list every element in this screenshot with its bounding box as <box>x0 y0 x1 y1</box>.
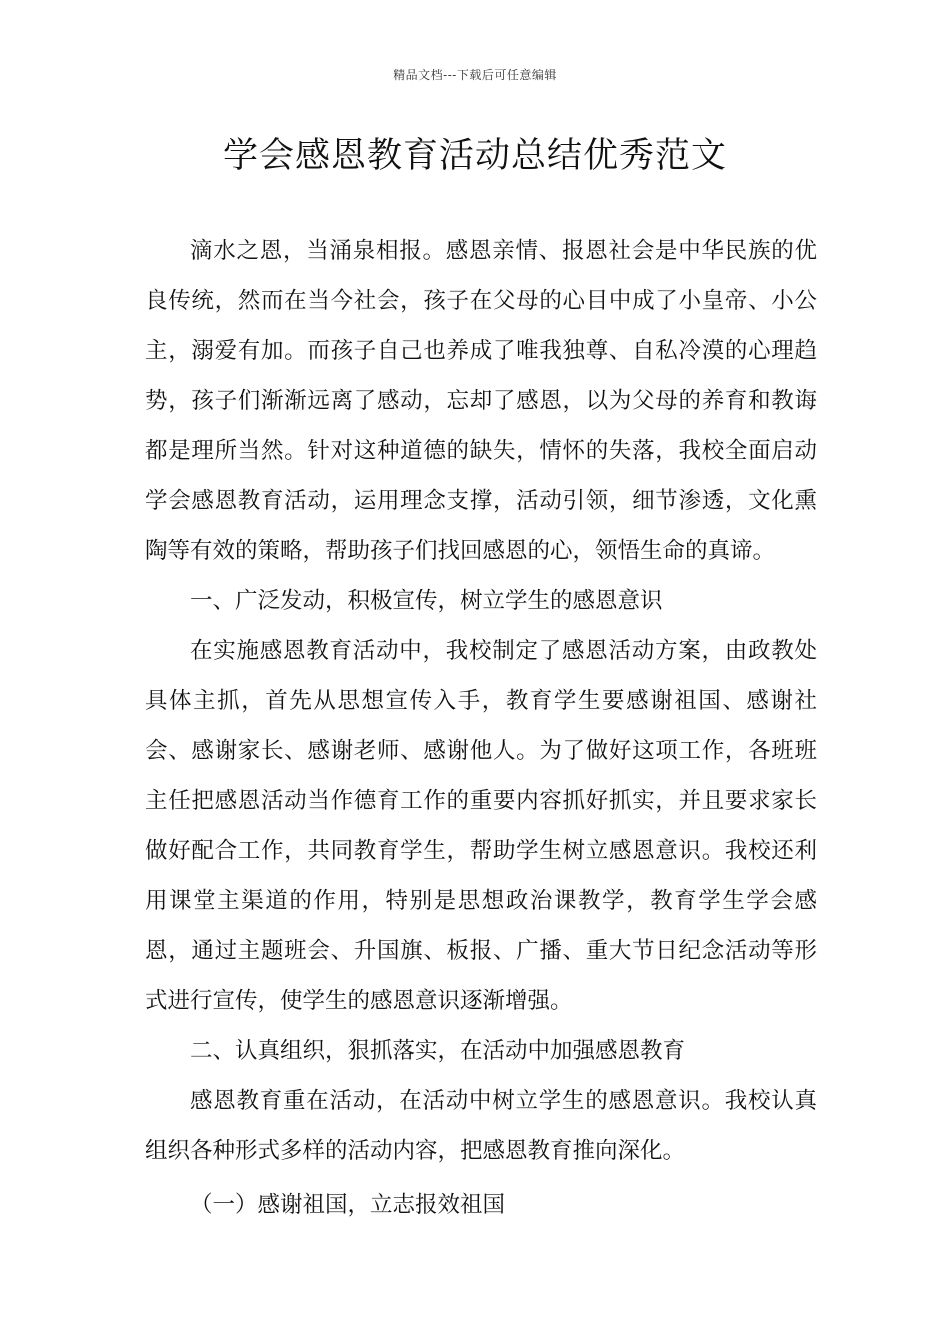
document-title: 学会感恩教育活动总结优秀范文 <box>222 136 727 176</box>
subsection-heading-1: （一）感谢祖国，立志报效祖国 <box>190 1192 506 1218</box>
paragraph-section-2: 感恩教育重在活动，在活动中树立学生的感恩意识。我校认真组织各种形式多样的活动内容，把感恩教育推向深化。 <box>145 1088 817 1164</box>
paragraph-intro: 滴水之恩，当涌泉相报。感恩亲情、报恩社会是中华民族的优良传统，然而在当今社会，孩子在父母的心目中成了小皇帝、小公主，溺爱有加。而孩子自己也养成了唯我独尊、自私冷漠的心理趋势，孩子们渐渐远离了感动，忘却了感恩，以为父母的养育和教诲都是理所当然。针对这种道德的缺失，情怀的失落，我校全面启动学会感恩教育活动，运用理念支撑，活动引领，细节渗透，文化熏陶等有效的策略，帮助孩子们找回感恩的心，领悟生命的真谛。 <box>145 238 817 564</box>
document-body <box>145 226 817 1230</box>
section-heading-2: 二、认真组织，狠抓落实，在活动中加强感恩教育 <box>190 1038 686 1064</box>
header-note: 精品文档---下载后可任意编辑 <box>393 68 557 82</box>
paragraph-section-1: 在实施感恩教育活动中，我校制定了感恩活动方案，由政教处具体主抓，首先从思想宣传入手，教育学生要感谢祖国、感谢社会、感谢家长、感谢老师、感谢他人。为了做好这项工作，各班班主任把感恩活动当作德育工作的重要内容抓好抓实，并且要求家长做好配合工作，共同教育学生，帮助学生树立感恩意识。我校还利用课堂主渠道的作用，特别是思想政治课教学，教育学生学会感恩，通过主题班会、升国旗、板报、广播、重大节日纪念活动等形式进行宣传，使学生的感恩意识逐渐增强。 <box>145 638 817 1014</box>
section-heading-1: 一、广泛发动，积极宣传，树立学生的感恩意识 <box>190 588 663 614</box>
